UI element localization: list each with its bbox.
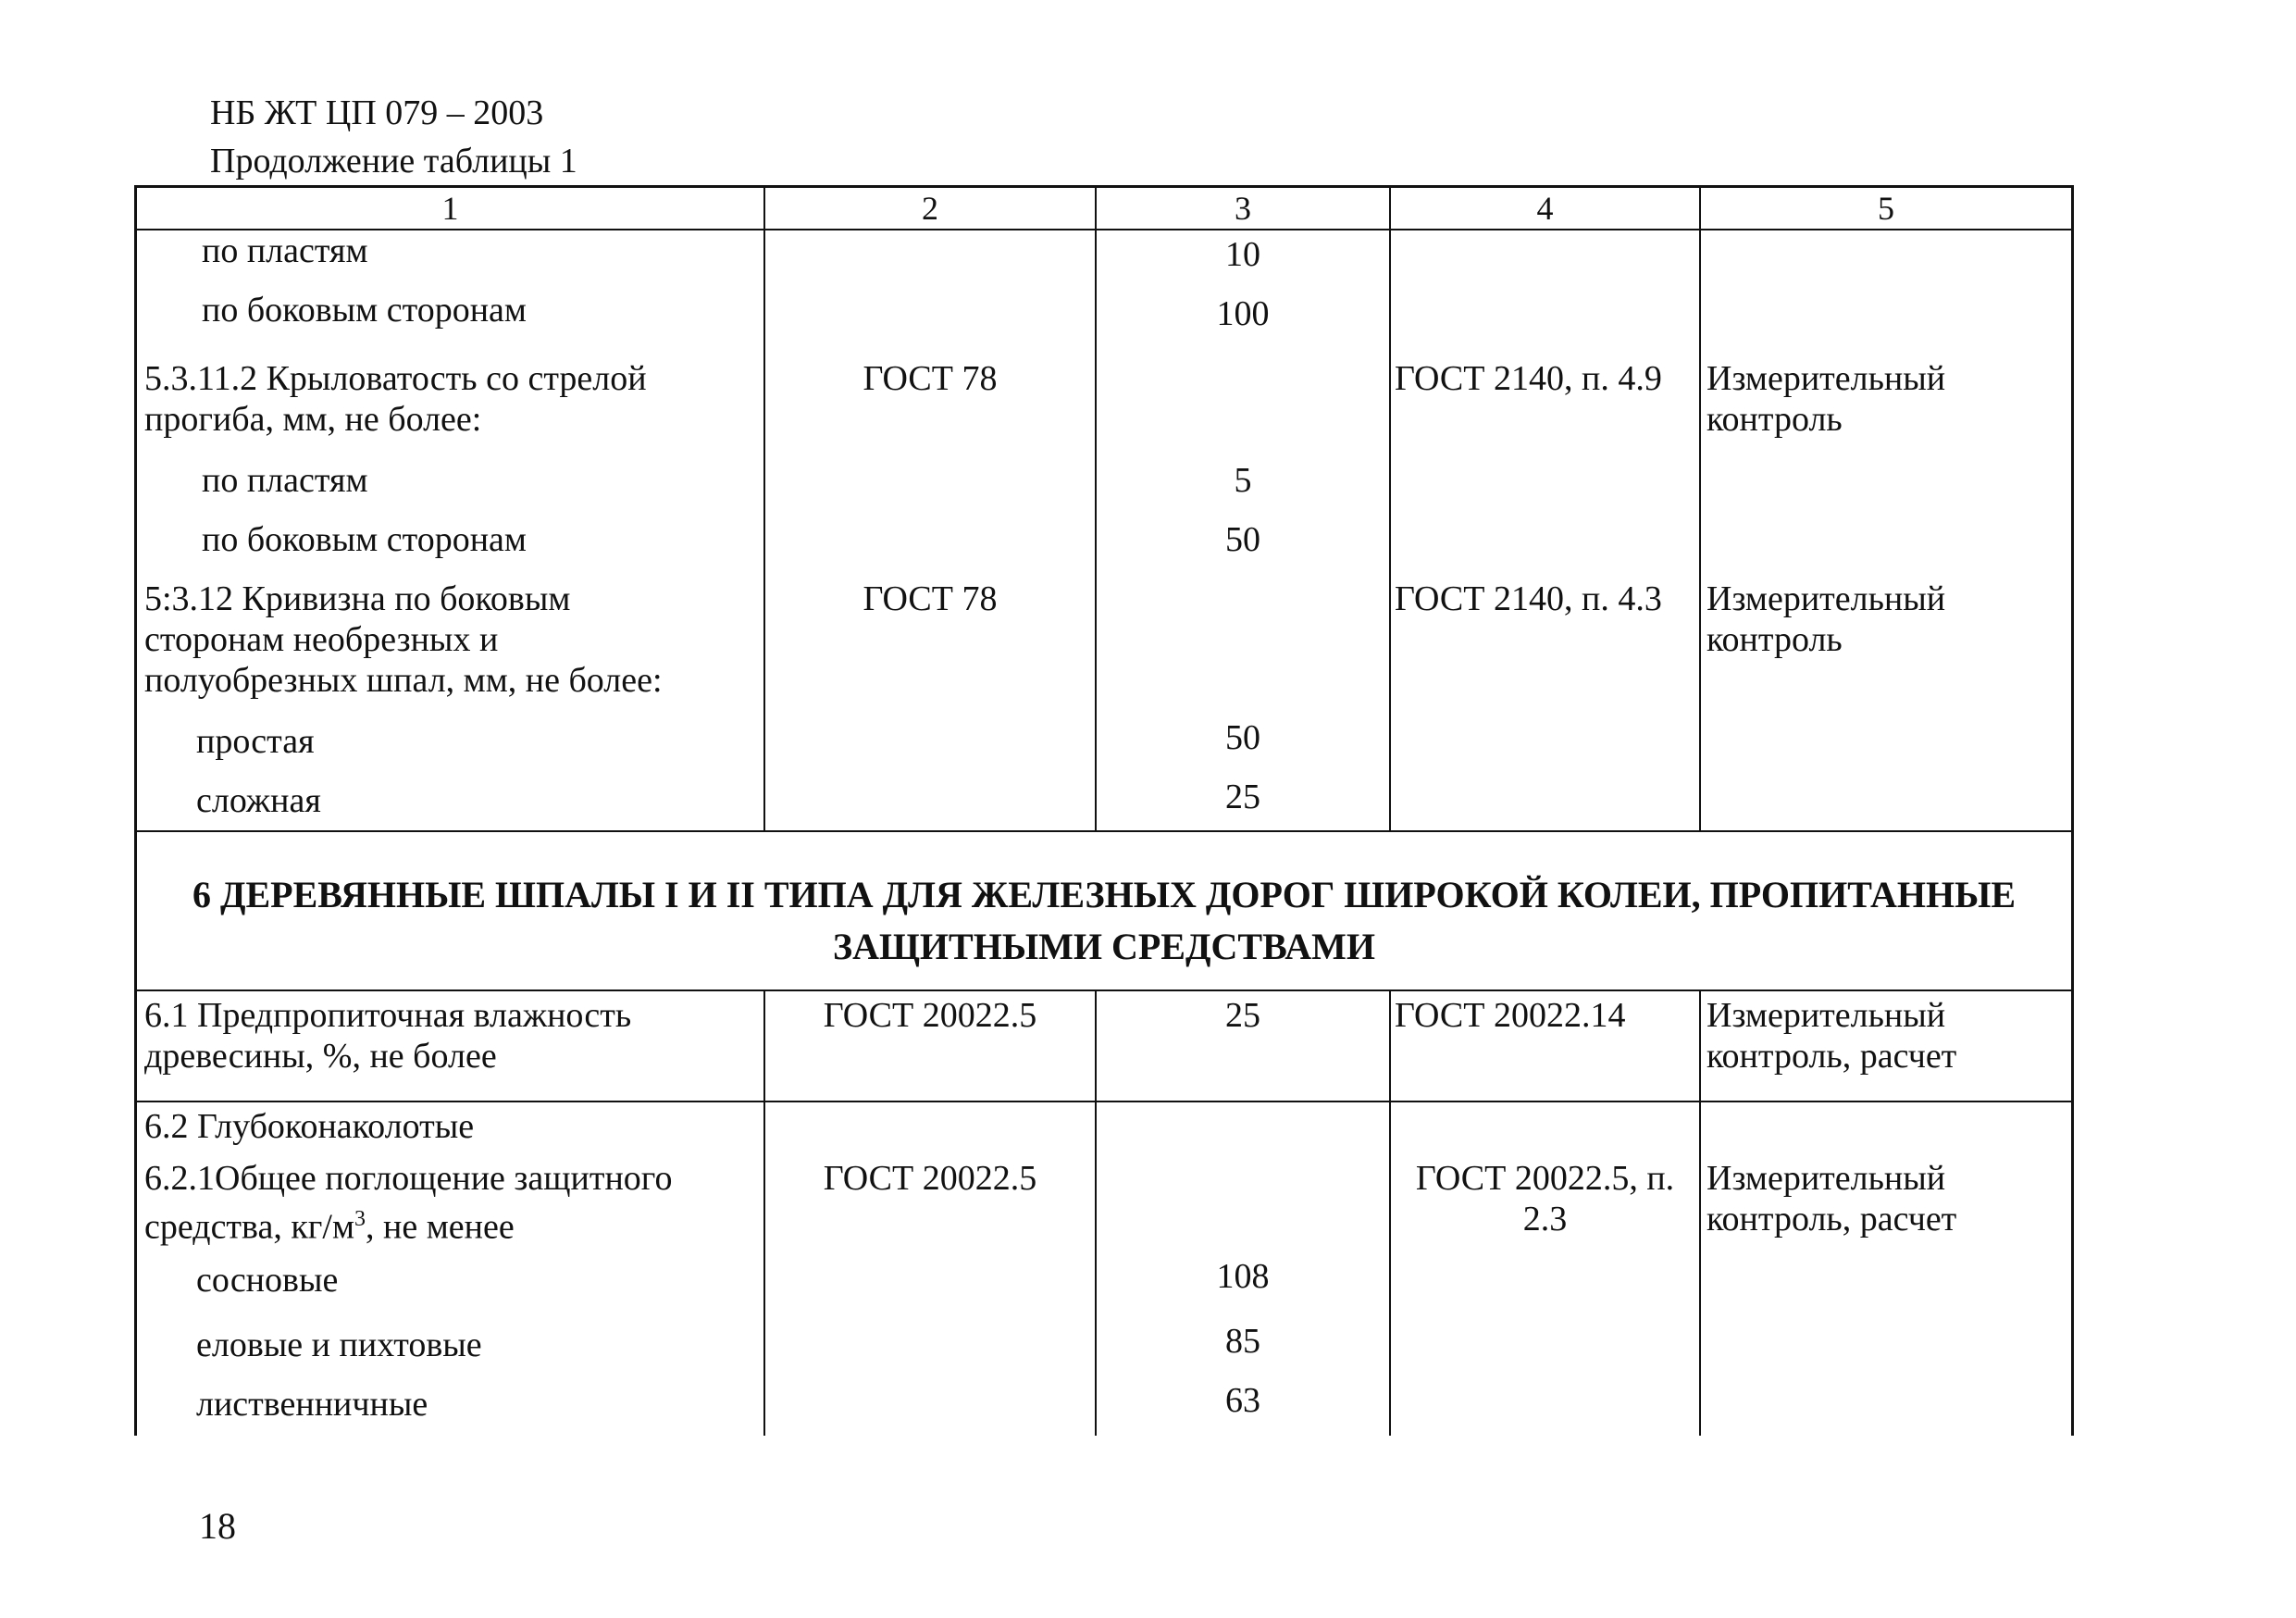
list-item: лиственничные xyxy=(196,1385,428,1424)
control-type-text: Измерительный контроль, расчет xyxy=(1706,996,1957,1076)
list-item: простая xyxy=(196,722,315,761)
col1-cell xyxy=(137,230,763,830)
value-cell: 85 xyxy=(1225,1322,1260,1361)
list-item: сложная xyxy=(196,781,321,820)
col1-cell: 6.1 Предпропиточная влажность древесины, %, не более xyxy=(144,996,632,1076)
method-ref: ГОСТ 2140, п. 4.9 xyxy=(1395,359,1662,398)
control-type: Измерительный контроль xyxy=(1706,359,1946,439)
table-block-5-3 xyxy=(137,230,2071,832)
col4-cell xyxy=(1389,1102,1699,1436)
control-type: Измерительный контроль, расчет xyxy=(1706,1159,1957,1238)
list-item: еловые и пихтовые xyxy=(196,1326,482,1364)
method-ref: ГОСТ 20022.14 xyxy=(1389,991,1699,1101)
requirements-table xyxy=(134,185,2074,1436)
list-item: по пластям xyxy=(202,461,368,500)
col2-cell xyxy=(763,230,1095,830)
standard-ref: ГОСТ 20022.5 xyxy=(763,991,1095,1101)
table-row-6-1 xyxy=(137,991,2071,1102)
superscript: 3 xyxy=(354,1207,366,1231)
method-ref: ГОСТ 20022.5, п. 2.3 xyxy=(1415,1159,1675,1238)
subsection-heading: 6.2 Глубоконаколотые xyxy=(144,1107,475,1146)
col5-cell xyxy=(1699,1102,2071,1436)
item-title-5-3-12: 5:3.12 Кривизна по боковым сторонам необрезных и полуобрезных шпал, мм, не более: xyxy=(144,579,663,700)
col4-cell xyxy=(1389,230,1699,830)
standard-ref: ГОСТ 78 xyxy=(863,579,998,618)
value-cell: 63 xyxy=(1225,1381,1260,1420)
column-header-5: 5 xyxy=(1699,188,2071,229)
page-number: 18 xyxy=(199,1505,236,1547)
list-item: по боковым сторонам xyxy=(202,291,527,330)
col5-cell xyxy=(1699,230,2071,830)
value-cell: 50 xyxy=(1225,520,1260,559)
col1-cell xyxy=(137,1102,763,1436)
section-6-title: 6 ДЕРЕВЯННЫЕ ШПАЛЫ I И II ТИПА ДЛЯ ЖЕЛЕЗНЫХ ДОРОГ ШИРОКОЙ КОЛЕИ, ПРОПИТАННЫЕ ЗАЩИТНЫМИ СРЕДСТВАМИ xyxy=(137,832,2071,991)
item-title-text: 6.2.1Общее поглощение защитного средства, кг/м xyxy=(144,1159,673,1247)
value-cell: 25 xyxy=(1095,991,1389,1101)
control-type: Измерительный контроль xyxy=(1706,579,1946,659)
value-cell: 100 xyxy=(1216,294,1270,333)
control-type xyxy=(1699,991,2071,1101)
value-cell: 25 xyxy=(1225,778,1260,816)
method-ref: ГОСТ 2140, п. 4.3 xyxy=(1395,579,1662,618)
item-title-6-2-1 xyxy=(144,1158,746,1248)
col3-cell xyxy=(1095,1102,1389,1436)
standard-ref: ГОСТ 78 xyxy=(863,359,998,398)
value-cell: 50 xyxy=(1225,718,1260,757)
column-header-1: 1 xyxy=(441,190,459,227)
column-header-2: 2 xyxy=(763,188,1095,229)
list-item: сосновые xyxy=(196,1261,339,1300)
table-header-row xyxy=(137,188,2071,230)
column-header-4: 4 xyxy=(1389,188,1699,229)
col2-cell xyxy=(763,1102,1095,1436)
column-header-3: 3 xyxy=(1095,188,1389,229)
table-block-6-2 xyxy=(137,1102,2071,1436)
value-cell: 10 xyxy=(1225,235,1260,274)
value-cell: 108 xyxy=(1216,1257,1270,1296)
item-title-suffix: , не менее xyxy=(366,1207,515,1247)
item-title-5-3-11-2: 5.3.11.2 Крыловатость со стрелой прогиба, мм, не более: xyxy=(144,359,647,439)
list-item: по боковым сторонам xyxy=(202,520,527,559)
table-continuation-label: Продолжение таблицы 1 xyxy=(210,142,577,180)
document-code: НБ ЖТ ЦП 079 – 2003 xyxy=(210,93,544,132)
standard-ref: ГОСТ 20022.5 xyxy=(823,1159,1037,1198)
value-cell: 5 xyxy=(1234,461,1252,500)
list-item: по пластям xyxy=(202,231,368,270)
col3-cell xyxy=(1095,230,1389,830)
